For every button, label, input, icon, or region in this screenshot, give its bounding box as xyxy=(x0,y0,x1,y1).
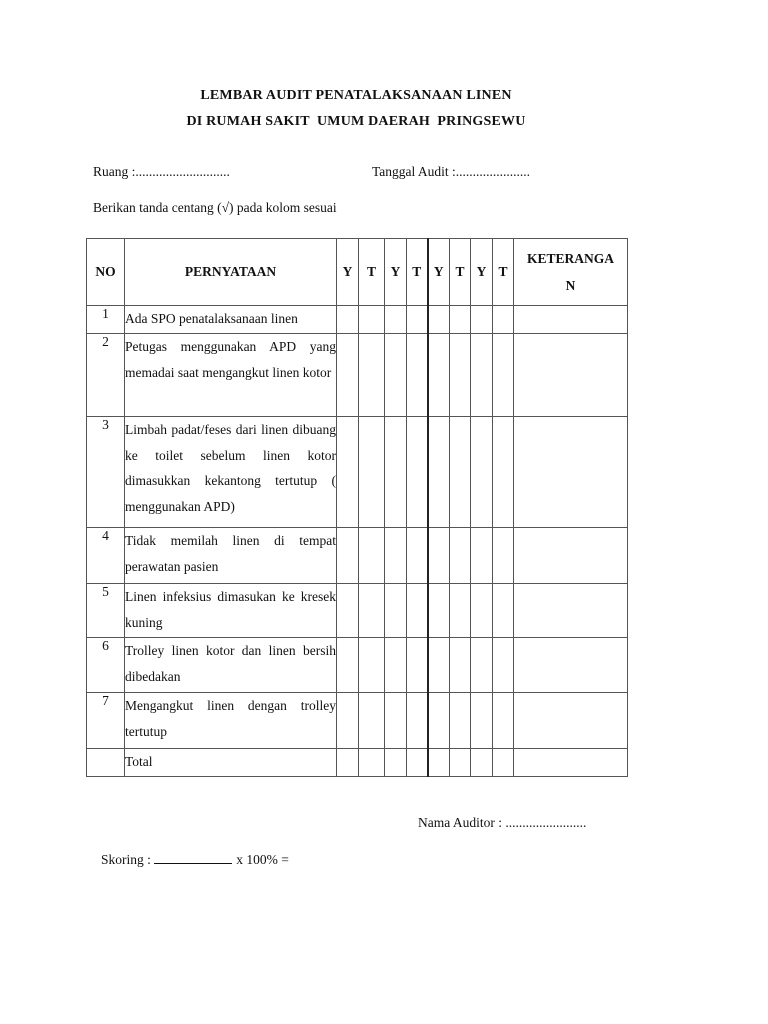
checkbox-cell[interactable] xyxy=(337,334,359,417)
checkbox-cell[interactable] xyxy=(493,584,514,638)
checkbox-cell[interactable] xyxy=(450,693,471,749)
keterangan-cell[interactable] xyxy=(514,334,628,417)
checkbox-cell[interactable] xyxy=(493,528,514,584)
checkbox-cell[interactable] xyxy=(471,749,493,777)
checkbox-cell[interactable] xyxy=(359,693,385,749)
checkbox-cell[interactable] xyxy=(407,417,428,528)
header-keterangan: KETERANGA N xyxy=(514,239,628,306)
checkbox-cell[interactable] xyxy=(385,749,407,777)
keterangan-cell[interactable] xyxy=(514,749,628,777)
checkbox-cell[interactable] xyxy=(337,693,359,749)
checkbox-cell[interactable] xyxy=(359,528,385,584)
checkbox-cell[interactable] xyxy=(407,334,428,417)
checkbox-cell[interactable] xyxy=(337,528,359,584)
checkbox-cell[interactable] xyxy=(385,693,407,749)
keterangan-cell[interactable] xyxy=(514,584,628,638)
header-no: NO xyxy=(87,239,125,306)
table-row xyxy=(87,528,628,584)
row-number: 3 xyxy=(87,417,125,528)
checkbox-cell[interactable] xyxy=(428,584,450,638)
row-statement: Trolley linen kotor dan linen bersih dibedakan xyxy=(125,638,337,693)
checkbox-cell[interactable] xyxy=(493,306,514,334)
checkbox-cell[interactable] xyxy=(359,417,385,528)
checkbox-cell[interactable] xyxy=(385,638,407,693)
checkbox-cell[interactable] xyxy=(450,584,471,638)
checkbox-cell[interactable] xyxy=(450,417,471,528)
checkbox-cell[interactable] xyxy=(337,306,359,334)
row-number: 4 xyxy=(87,528,125,584)
document-title-line2: DI RUMAH SAKIT UMUM DAERAH PRINGSEWU xyxy=(186,114,526,129)
checkbox-cell[interactable] xyxy=(428,334,450,417)
row-statement: Limbah padat/feses dari linen dibuang ke toilet sebelum linen kotor dimasukkan kekantong tertutup ( menggunakan APD) xyxy=(125,417,337,528)
checkbox-cell[interactable] xyxy=(428,693,450,749)
table-row xyxy=(87,638,628,693)
checkbox-cell[interactable] xyxy=(493,693,514,749)
row-number xyxy=(87,749,125,777)
keterangan-cell[interactable] xyxy=(514,306,628,334)
checkbox-cell[interactable] xyxy=(385,417,407,528)
checkbox-cell[interactable] xyxy=(471,417,493,528)
header-t-3: T xyxy=(450,239,471,306)
checkbox-cell[interactable] xyxy=(471,693,493,749)
checkbox-cell[interactable] xyxy=(337,584,359,638)
checkbox-cell[interactable] xyxy=(493,417,514,528)
row-number: 5 xyxy=(87,584,125,638)
skoring-label: Skoring : xyxy=(101,852,151,867)
checkbox-cell[interactable] xyxy=(337,638,359,693)
table-row xyxy=(87,334,628,417)
keterangan-cell[interactable] xyxy=(514,693,628,749)
checkbox-cell[interactable] xyxy=(407,584,428,638)
checkbox-cell[interactable] xyxy=(450,528,471,584)
ruang-field: Ruang :............................ xyxy=(93,164,230,179)
header-t-2: T xyxy=(407,239,428,306)
checkbox-cell[interactable] xyxy=(428,528,450,584)
header-y-3: Y xyxy=(428,239,450,306)
checkbox-cell[interactable] xyxy=(359,334,385,417)
checkbox-cell[interactable] xyxy=(471,306,493,334)
keterangan-cell[interactable] xyxy=(514,417,628,528)
row-number: 1 xyxy=(87,306,125,334)
checkbox-cell[interactable] xyxy=(450,334,471,417)
table-row xyxy=(87,417,628,528)
checkbox-cell[interactable] xyxy=(337,417,359,528)
checkbox-cell[interactable] xyxy=(450,306,471,334)
document-title-line1: LEMBAR AUDIT PENATALAKSANAAN LINEN xyxy=(200,88,512,103)
row-statement: Linen infeksius dimasukan ke kresek kuning xyxy=(125,584,337,638)
checkbox-cell[interactable] xyxy=(471,528,493,584)
checkbox-cell[interactable] xyxy=(385,306,407,334)
checkbox-cell[interactable] xyxy=(385,528,407,584)
keterangan-cell[interactable] xyxy=(514,638,628,693)
checkbox-cell[interactable] xyxy=(359,638,385,693)
header-y-2: Y xyxy=(385,239,407,306)
row-statement: Total xyxy=(125,749,337,777)
skoring-formula xyxy=(101,851,289,868)
checkbox-cell[interactable] xyxy=(450,749,471,777)
row-statement: Mengangkut linen dengan trolley tertutup xyxy=(125,693,337,749)
checkbox-cell[interactable] xyxy=(407,749,428,777)
checkbox-cell[interactable] xyxy=(385,334,407,417)
skoring-blank xyxy=(154,851,232,864)
header-pernyataan: PERNYATAAN xyxy=(125,239,337,306)
checkbox-cell[interactable] xyxy=(471,584,493,638)
row-statement: Petugas menggunakan APD yang memadai saat mengangkut linen kotor xyxy=(125,334,337,417)
checkbox-cell[interactable] xyxy=(359,584,385,638)
checkbox-cell[interactable] xyxy=(428,417,450,528)
checkbox-cell[interactable] xyxy=(450,638,471,693)
checkbox-cell[interactable] xyxy=(337,749,359,777)
checkbox-cell[interactable] xyxy=(493,749,514,777)
header-y-4: Y xyxy=(471,239,493,306)
nama-auditor-field: Nama Auditor : ........................ xyxy=(418,815,587,830)
checkbox-cell[interactable] xyxy=(471,334,493,417)
header-y-1: Y xyxy=(337,239,359,306)
checkbox-cell[interactable] xyxy=(407,693,428,749)
row-statement: Ada SPO penatalaksanaan linen xyxy=(125,306,337,334)
tanggal-audit-field: Tanggal Audit :...................... xyxy=(372,164,531,179)
checkbox-cell[interactable] xyxy=(493,334,514,417)
header-t-1: T xyxy=(359,239,385,306)
checkbox-cell[interactable] xyxy=(359,306,385,334)
keterangan-cell[interactable] xyxy=(514,528,628,584)
checkbox-cell[interactable] xyxy=(359,749,385,777)
checkbox-cell[interactable] xyxy=(428,306,450,334)
skoring-suffix: x 100% = xyxy=(236,852,289,867)
checkbox-cell[interactable] xyxy=(407,638,428,693)
table-row xyxy=(87,693,628,749)
row-number: 7 xyxy=(87,693,125,749)
table-row xyxy=(87,306,628,334)
table-row xyxy=(87,584,628,638)
table-header-row xyxy=(87,239,628,306)
row-statement: Tidak memilah linen di tempat perawatan pasien xyxy=(125,528,337,584)
row-number: 6 xyxy=(87,638,125,693)
header-t-4: T xyxy=(493,239,514,306)
checkbox-cell[interactable] xyxy=(471,638,493,693)
checkbox-cell[interactable] xyxy=(407,306,428,334)
row-number: 2 xyxy=(87,334,125,417)
checkbox-cell[interactable] xyxy=(407,528,428,584)
instruction-text: Berikan tanda centang (√) pada kolom sesuai xyxy=(93,200,337,215)
checkbox-cell[interactable] xyxy=(493,638,514,693)
audit-table xyxy=(86,238,628,777)
checkbox-cell[interactable] xyxy=(385,584,407,638)
checkbox-cell[interactable] xyxy=(428,638,450,693)
table-total-row xyxy=(87,749,628,777)
checkbox-cell[interactable] xyxy=(428,749,450,777)
